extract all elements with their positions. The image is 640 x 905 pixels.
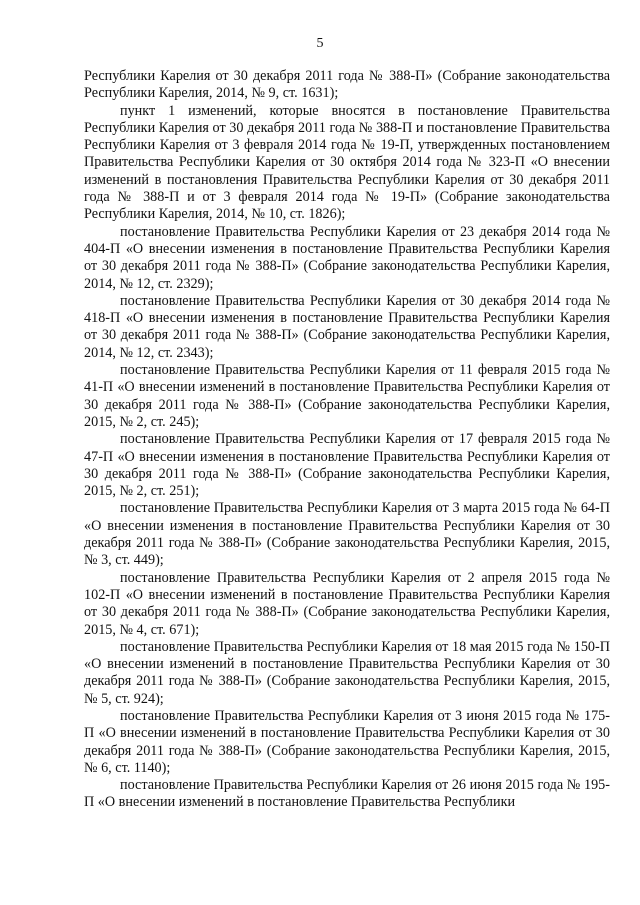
paragraph: постановление Правительства Республики Карелия от 23 декабря 2014 года № 404-П «О внесении изменения в постановление Правительства Республики Карелия от 30 декабря 2011 года № 388-П» (Собрание законодательства Республики Карелия, 2014, № 12, ст. 2329);	[84, 223, 610, 292]
paragraph: постановление Правительства Республики Карелия от 30 декабря 2014 года № 418-П «О внесении изменения в постановление Правительства Республики Карелия от 30 декабря 2011 года № 388-П» (Собрание законодательства Республики Карелия, 2014, № 12, ст. 2343);	[84, 292, 610, 361]
paragraph: постановление Правительства Республики Карелия от 11 февраля 2015 года № 41-П «О внесении изменений в постановление Правительства Республики Карелия от 30 декабря 2011 года № 388-П» (Собрание законодательства Республики Карелия, 2015, № 2, ст. 245);	[84, 362, 610, 430]
paragraph: постановление Правительства Республики Карелия от 2 апреля 2015 года № 102-П «О внесении изменений в постановление Правительства Республики Карелия от 30 декабря 2011 года № 388-П» (Собрание законодательства Республики Карелия, 2015, № 4, ст. 671);	[84, 569, 610, 638]
paragraph: постановление Правительства Республики Карелия от 3 марта 2015 года № 64-П «О внесении изменения в постановление Правительства Республики Карелия от 30 декабря 2011 года № 388-П» (Собрание законодательства Республики Карелия, 2015, № 3, ст. 449);	[84, 500, 610, 569]
paragraph: пункт 1 изменений, которые вносятся в постановление Правительства Республики Карелия от 30 декабря 2011 года № 388-П и постановление Правительства Республики Карелия от 3 февраля 2014 года № 19-П, утвержденных постановлением Правительства Республики Карелия от 30 октября 2014 года № 323-П «О внесении изменений в постановления Правительства Республики Карелия от 30 декабря 2011 года № 388-П и от 3 февраля 2014 года № 19-П» (Собрание законодательства Республики Карелия, 2014, № 10, ст. 1826);	[84, 102, 610, 223]
paragraph: постановление Правительства Республики Карелия от 3 июня 2015 года № 175-П «О внесении изменений в постановление Правительства Республики Карелия от 30 декабря 2011 года № 388-П» (Собрание законодательства Республики Карелия, 2015, № 6, ст. 1140);	[84, 707, 610, 776]
page-number: 5	[316, 36, 324, 51]
paragraph: Республики Карелия от 30 декабря 2011 года № 388-П» (Собрание законодательства Республики Карелия, 2014, № 9, ст. 1631);	[84, 68, 610, 102]
paragraph: постановление Правительства Республики Карелия от 26 июня 2015 года № 195-П «О внесении изменений в постановление Правительства Республики	[84, 777, 610, 811]
paragraph: постановление Правительства Республики Карелия от 17 февраля 2015 года № 47-П «О внесении изменения в постановление Правительства Республики Карелия от 30 декабря 2011 года № 388-П» (Собрание законодательства Республики Карелия, 2015, № 2, ст. 251);	[84, 431, 610, 500]
paragraph: постановление Правительства Республики Карелия от 18 мая 2015 года № 150-П «О внесении изменений в постановление Правительства Республики Карелия от 30 декабря 2011 года № 388-П» (Собрание законодательства Республики Карелия, 2015, № 5, ст. 924);	[84, 638, 610, 707]
document-body	[84, 68, 610, 812]
